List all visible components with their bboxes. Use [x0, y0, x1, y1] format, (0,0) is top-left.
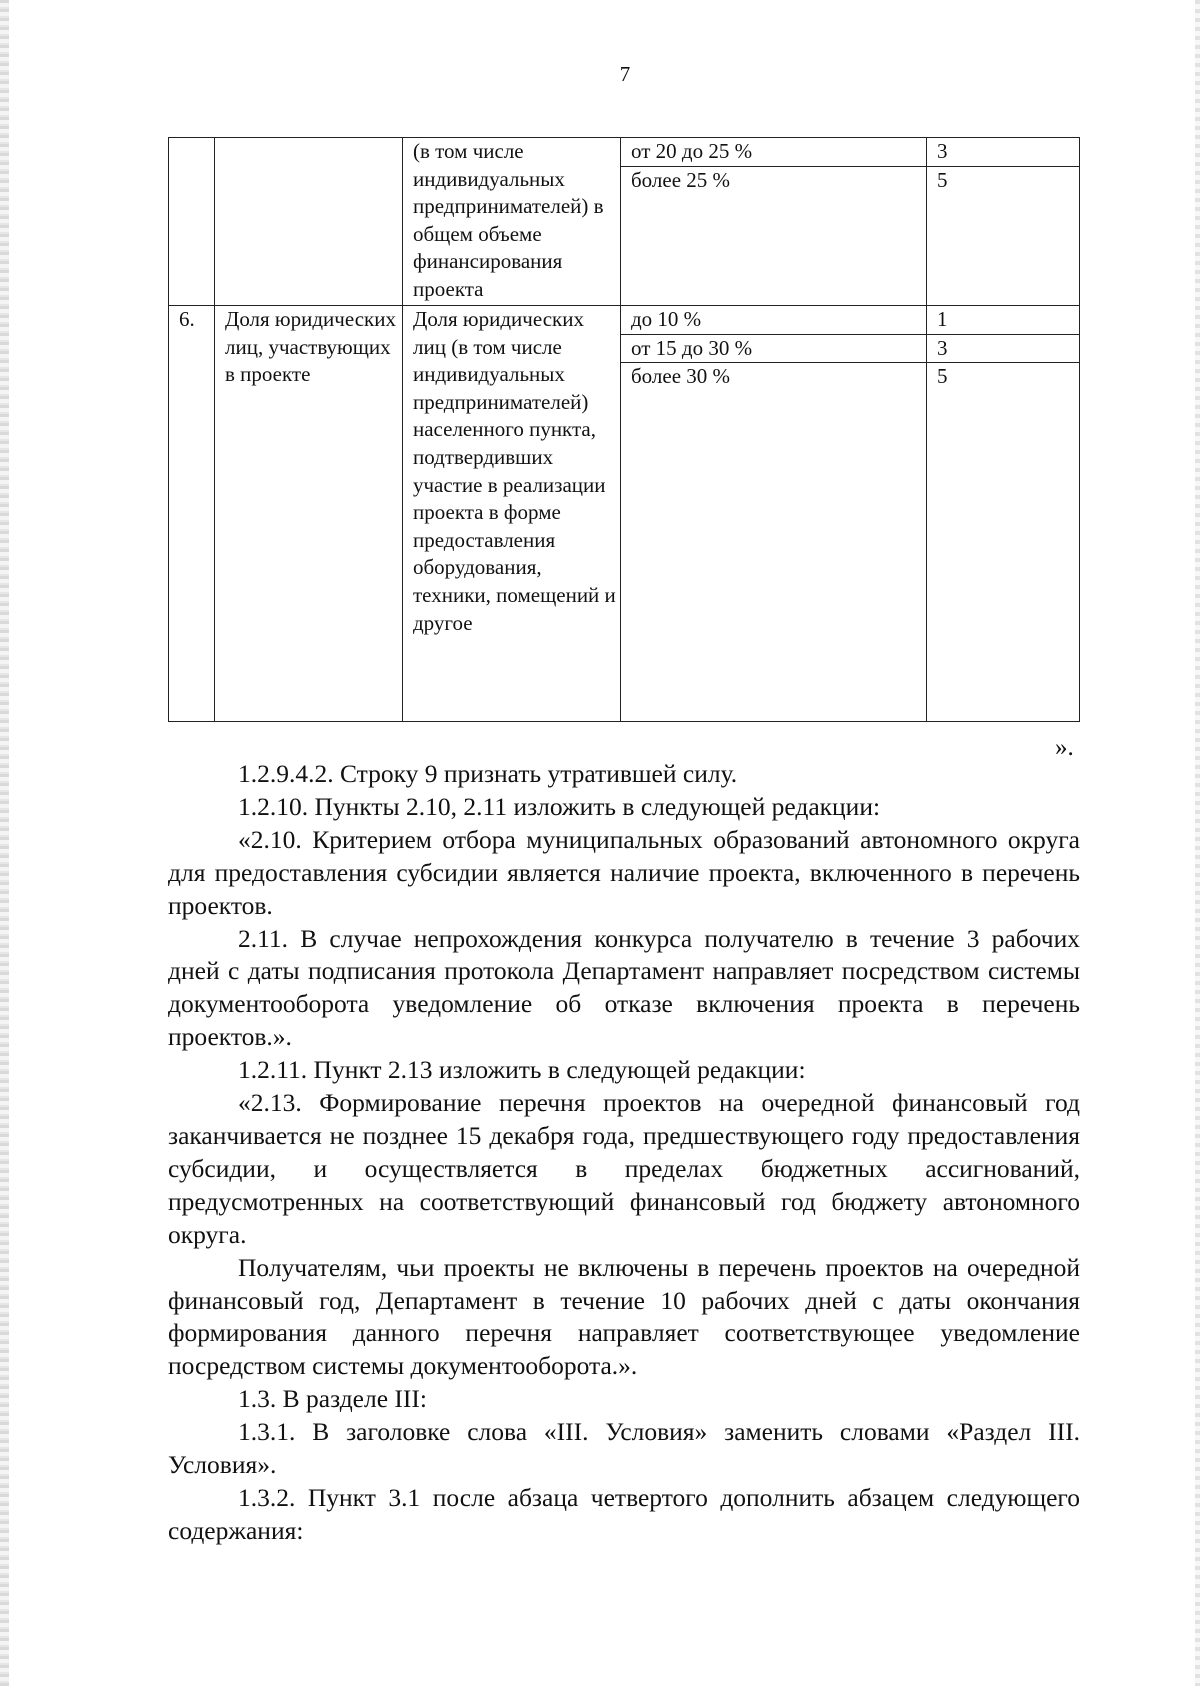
score-cell	[927, 306, 1080, 722]
paragraph: «2.13. Формирование перечня проектов на очередной финансовый год заканчивается не позднее 15 декабря года, предшествующего году предоставления субсидии, и осуществляется в пределах бюджетных ассигнований, предусмотренных на соответствующий финансовый год бюджету автономного округа.	[168, 1088, 1080, 1249]
range-value: от 20 до 25 %	[621, 138, 926, 167]
score-value: 5	[937, 167, 948, 192]
scan-edge-right	[1195, 0, 1200, 1686]
criterion-name-cell	[215, 138, 403, 306]
closing-quote: ».	[1055, 734, 1074, 761]
table-row	[169, 306, 1080, 722]
criterion-description-cell: (в том числе индивидуальных предпринимателей) в общем объеме финансирования проекта	[403, 138, 621, 306]
range-value: более 30 %	[631, 364, 731, 389]
range-value: более 25 %	[631, 167, 731, 192]
criteria-table	[168, 137, 1080, 722]
document-body	[168, 758, 1080, 1548]
row-number-cell: 6.	[169, 306, 215, 722]
range-value: от 15 до 30 %	[621, 335, 926, 364]
range-cell	[621, 138, 927, 306]
paragraph: 1.3. В разделе III:	[238, 1384, 427, 1414]
range-value: до 10 %	[621, 306, 926, 335]
score-value: 3	[927, 335, 1079, 364]
paragraph: Получателям, чьи проекты не включены в перечень проектов на очередной финансовый год, Департамент в течение 10 рабочих дней с даты окончания формирования данного перечня направляет соответствующее уведомление посредством системы документооборота.».	[168, 1252, 1080, 1381]
paragraph: 1.3.2. Пункт 3.1 после абзаца четвертого дополнить абзацем следующего содержания:	[168, 1482, 1080, 1545]
score-cell	[927, 138, 1080, 306]
range-cell	[621, 306, 927, 722]
score-value: 5	[937, 364, 948, 389]
score-value: 3	[927, 138, 1079, 167]
page-number: 7	[619, 62, 631, 86]
criterion-description-cell: Доля юридических лиц (в том числе индивидуальных предпринимателей) населенного пункта, подтвердивших участие в реализации проекта в форме предоставления оборудования, техники, помещений и другое	[403, 306, 621, 722]
paragraph: 1.2.9.4.2. Строку 9 признать утратившей силу.	[238, 759, 738, 788]
score-value: 1	[927, 306, 1079, 335]
paragraph: 1.2.10. Пункты 2.10, 2.11 изложить в следующей редакции:	[238, 791, 881, 821]
criterion-name-cell: Доля юридических лиц, участвующих в проекте	[215, 306, 403, 722]
paragraph: 1.2.11. Пункт 2.13 изложить в следующей редакции:	[238, 1055, 806, 1085]
paragraph: 1.3.1. В заголовке слова «III. Условия» заменить словами «Раздел III. Условия».	[168, 1417, 1080, 1480]
row-number-cell	[169, 138, 215, 306]
table-row	[169, 138, 1080, 306]
scan-edge-left	[0, 0, 9, 1686]
paragraph: «2.10. Критерием отбора муниципальных образований автономного округа для предоставления субсидии является наличие проекта, включенного в перечень проектов.	[168, 824, 1080, 920]
paragraph: 2.11. В случае непрохождения конкурса получателю в течение 3 рабочих дней с даты подписания протокола Департамент направляет посредством системы документооборота уведомление об отказе включения проекта в перечень проектов.».	[168, 923, 1080, 1052]
